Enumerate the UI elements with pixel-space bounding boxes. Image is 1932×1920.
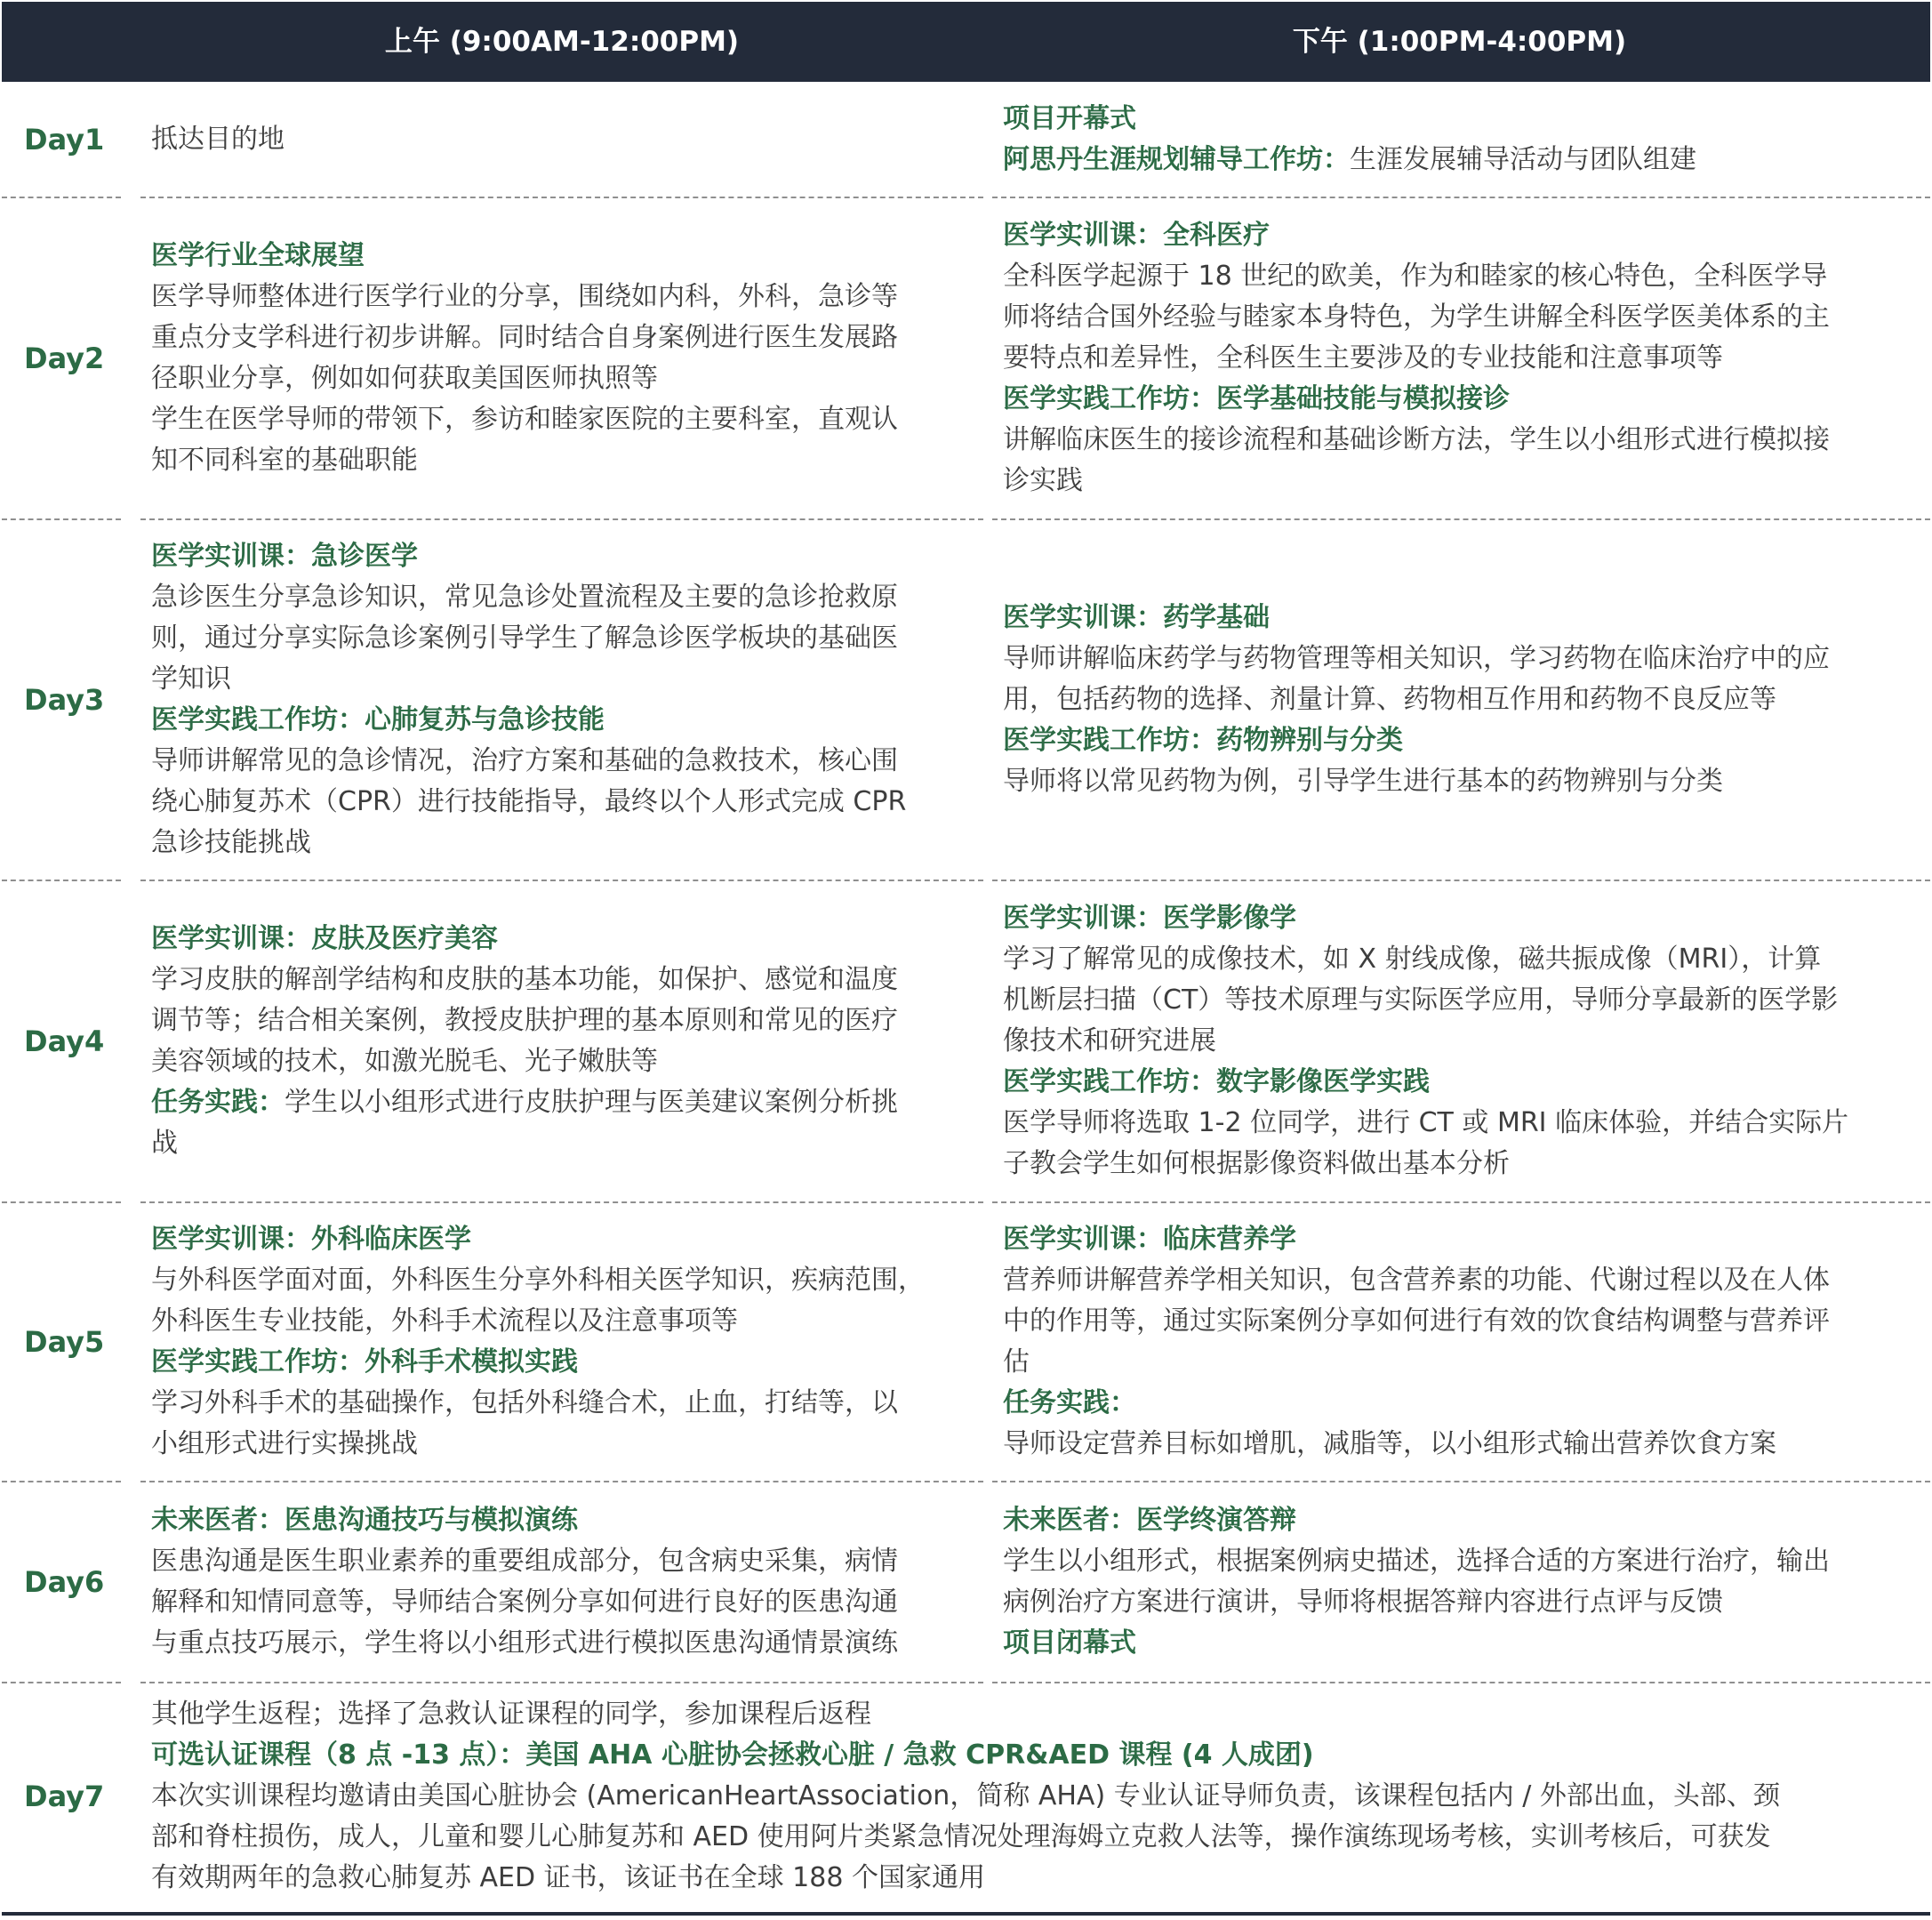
day-label: Day5 (24, 1325, 105, 1359)
section-text: 导师讲解常见的急诊情况，治疗方案和基础的急救技术，核心围 (151, 745, 898, 776)
section-text: 中的作用等，通过实际案例分享如何进行有效的饮食结构调整与营养评 (1003, 1305, 1830, 1337)
section-text: 小组形式进行实操挑战 (151, 1428, 418, 1459)
section-text: 外科医生专业技能，外科手术流程以及注意事项等 (151, 1305, 738, 1337)
afternoon-line (1003, 1103, 1919, 1144)
section-text: 学生以小组形式，根据案例病史描述，选择合适的方案进行治疗，输出 (1003, 1546, 1830, 1577)
full-day-line (151, 1817, 1920, 1858)
section-title: 医学实训课：急诊医学 (151, 541, 418, 572)
afternoon-line (1003, 379, 1919, 420)
afternoon-line (1003, 720, 1919, 761)
afternoon-line (1003, 898, 1919, 939)
morning-cell (151, 1202, 978, 1482)
table-row (0, 82, 1932, 197)
morning-line (151, 1301, 978, 1342)
morning-line (151, 536, 978, 577)
afternoon-line (1003, 1021, 1919, 1062)
morning-line (151, 1623, 978, 1664)
section-title: 医学实践工作坊：数字影像医学实践 (1003, 1066, 1430, 1097)
section-text: 有效期两年的急救心肺复苏 AED 证书，该证书在全球 188 个国家通用 (151, 1862, 985, 1893)
section-text: 学习了解常见的成像技术，如 X 射线成像，磁共振成像（MRI），计算 (1003, 944, 1822, 975)
afternoon-line (1003, 1541, 1919, 1582)
full-day-line (151, 1735, 1920, 1776)
section-title: 医学实践工作坊：外科手术模拟实践 (151, 1346, 578, 1378)
section-text: 医学导师将选取 1-2 位同学，进行 CT 或 MRI 临床体验，并结合实际片 (1003, 1107, 1849, 1138)
table-row (0, 1202, 1932, 1482)
section-text: 导师将以常见药物为例，引导学生进行基本的药物辨别与分类 (1003, 766, 1723, 797)
morning-line (151, 823, 978, 864)
morning-cell (151, 82, 978, 197)
morning-line (151, 577, 978, 618)
afternoon-line (1003, 639, 1919, 679)
table-bottom-border (2, 1912, 1930, 1916)
section-text: 导师讲解临床药学与药物管理等相关知识，学习药物在临床治疗中的应 (1003, 643, 1830, 674)
afternoon-cell (1003, 880, 1919, 1202)
section-title: 任务实践： (1003, 1387, 1136, 1418)
section-text: 学生以小组形式进行皮肤护理与医美建议案例分析挑 (285, 1087, 898, 1118)
afternoon-line (1003, 1062, 1919, 1103)
section-text: 全科医学起源于 18 世纪的欧美，作为和睦家的核心特色，全科医学导 (1003, 261, 1828, 292)
morning-line (151, 277, 978, 317)
section-text: 导师设定营养目标如增肌，减脂等，以小组形式输出营养饮食方案 (1003, 1428, 1776, 1459)
section-title: 医学实训课：外科临床医学 (151, 1224, 471, 1255)
full-day-cell (151, 1683, 1920, 1910)
morning-line (151, 358, 978, 399)
section-title: 医学实践工作坊：药物辨别与分类 (1003, 725, 1403, 756)
morning-line (151, 700, 978, 741)
full-day-line (151, 1694, 1920, 1735)
afternoon-line (1003, 1219, 1919, 1260)
afternoon-line (1003, 99, 1919, 140)
afternoon-line (1003, 598, 1919, 639)
section-title: 医学实训课：医学影像学 (1003, 903, 1296, 934)
section-text: 学习外科手术的基础操作，包括外科缝合术，止血，打结等，以 (151, 1387, 898, 1418)
section-text: 讲解临床医生的接诊流程和基础诊断方法，学生以小组形式进行模拟接 (1003, 424, 1830, 455)
section-text: 病例治疗方案进行演讲，导师将根据答辩内容进行点评与反馈 (1003, 1587, 1723, 1618)
morning-line (151, 1582, 978, 1623)
section-text: 绕心肺复苏术（CPR）进行技能指导，最终以个人形式完成 CPR (151, 786, 907, 817)
section-text: 本次实训课程均邀请由美国心脏协会 (AmericanHeartAssociation，简称 AHA) 专业认证导师负责，该课程包括内 / 外部出血，头部、颈 (151, 1780, 1780, 1812)
morning-line (151, 1424, 978, 1465)
afternoon-line (1003, 1260, 1919, 1301)
section-text: 调节等；结合相关案例，教授皮肤护理的基本原则和常见的医疗 (151, 1005, 898, 1036)
afternoon-cell (1003, 1482, 1919, 1683)
section-title: 未来医者：医患沟通技巧与模拟演练 (151, 1505, 578, 1536)
afternoon-cell (1003, 197, 1919, 519)
section-text: 战 (151, 1128, 178, 1159)
section-title: 阿思丹生涯规划辅导工作坊： (1003, 144, 1350, 175)
full-day-line (151, 1858, 1920, 1899)
section-text: 解释和知情同意等，导师结合案例分享如何进行良好的医患沟通 (151, 1587, 898, 1618)
afternoon-line (1003, 1342, 1919, 1383)
section-text: 美容领域的技术，如激光脱毛、光子嫩肤等 (151, 1046, 658, 1077)
afternoon-line (1003, 338, 1919, 379)
section-text: 径职业分享，例如如何获取美国医师执照等 (151, 363, 658, 394)
morning-line (151, 782, 978, 823)
afternoon-line (1003, 1623, 1919, 1664)
afternoon-cell (1003, 82, 1919, 197)
morning-line (151, 317, 978, 358)
header-morning: 上午 (9:00AM-12:00PM) (384, 26, 740, 58)
section-title: 医学实训课：全科医疗 (1003, 220, 1270, 251)
morning-line (151, 919, 978, 960)
table-row (0, 880, 1932, 1202)
section-text: 学知识 (151, 663, 231, 695)
section-title: 任务实践： (151, 1087, 285, 1118)
afternoon-line (1003, 461, 1919, 502)
morning-cell (151, 197, 978, 519)
section-title: 未来医者：医学终演答辩 (1003, 1505, 1296, 1536)
section-text: 医患沟通是医生职业素养的重要组成部分，包含病史采集，病情 (151, 1546, 898, 1577)
afternoon-line (1003, 215, 1919, 256)
section-title: 项目闭幕式 (1003, 1627, 1136, 1659)
afternoon-line (1003, 761, 1919, 802)
afternoon-line (1003, 1424, 1919, 1465)
afternoon-line (1003, 939, 1919, 980)
table-row (0, 1482, 1932, 1683)
section-text: 生涯发展辅导活动与团队组建 (1350, 144, 1696, 175)
morning-line (151, 960, 978, 1000)
afternoon-line (1003, 297, 1919, 338)
table-header (2, 2, 1930, 82)
morning-line (151, 1541, 978, 1582)
section-text: 与外科医学面对面，外科医生分享外科相关医学知识，疾病范围， (151, 1265, 925, 1296)
section-title: 项目开幕式 (1003, 103, 1136, 134)
section-text: 急诊技能挑战 (151, 827, 311, 858)
afternoon-line (1003, 1582, 1919, 1623)
afternoon-line (1003, 140, 1919, 181)
morning-line (151, 1342, 978, 1383)
section-text: 抵达目的地 (151, 124, 285, 155)
morning-line (151, 1500, 978, 1541)
day-label: Day3 (24, 683, 105, 717)
morning-line (151, 399, 978, 440)
day-label: Day6 (24, 1565, 105, 1599)
section-text: 用，包括药物的选择、剂量计算、药物相互作用和药物不良反应等 (1003, 684, 1776, 715)
morning-line (151, 659, 978, 700)
morning-line (151, 1082, 978, 1123)
afternoon-cell (1003, 1202, 1919, 1482)
afternoon-cell (1003, 519, 1919, 880)
section-text: 部和脊柱损伤，成人，儿童和婴儿心肺复苏和 AED 使用阿片类紧急情况处理海姆立克救人法等，操作演练现场考核，实训考核后，可获发 (151, 1821, 1771, 1852)
morning-line (151, 1123, 978, 1164)
section-text: 师将结合国外经验与睦家本身特色，为学生讲解全科医学医美体系的主 (1003, 301, 1830, 333)
section-title: 医学实训课：临床营养学 (1003, 1224, 1296, 1255)
section-text: 医学导师整体进行医学行业的分享，围绕如内科，外科，急诊等 (151, 281, 898, 312)
morning-line (151, 1383, 978, 1424)
day-label: Day7 (24, 1779, 105, 1813)
morning-line (151, 1219, 978, 1260)
morning-cell (151, 880, 978, 1202)
section-title: 医学行业全球展望 (151, 240, 365, 271)
day-label: Day2 (24, 341, 105, 375)
afternoon-line (1003, 1383, 1919, 1424)
afternoon-line (1003, 420, 1919, 461)
afternoon-line (1003, 679, 1919, 720)
morning-line (151, 440, 978, 481)
afternoon-line (1003, 980, 1919, 1021)
section-title: 医学实践工作坊：心肺复苏与急诊技能 (151, 704, 605, 735)
section-text: 营养师讲解营养学相关知识，包含营养素的功能、代谢过程以及在人体 (1003, 1265, 1830, 1296)
table-row (0, 197, 1932, 519)
afternoon-line (1003, 1144, 1919, 1185)
section-text: 估 (1003, 1346, 1030, 1378)
section-title: 医学实训课：药学基础 (1003, 602, 1270, 633)
afternoon-line (1003, 1500, 1919, 1541)
section-text: 知不同科室的基础职能 (151, 445, 418, 476)
section-title: 可选认证课程（8 点 -13 点）：美国 AHA 心脏协会拯救心脏 / 急救 CPR&AED 课程 (4 人成团) (151, 1739, 1314, 1771)
section-text: 则，通过分享实际急诊案例引导学生了解急诊医学板块的基础医 (151, 623, 898, 654)
section-text: 其他学生返程；选择了急救认证课程的同学，参加课程后返程 (151, 1699, 871, 1730)
section-text: 机断层扫描（CT）等技术原理与实际医学应用，导师分享最新的医学影 (1003, 984, 1839, 1016)
section-text: 子教会学生如何根据影像资料做出基本分析 (1003, 1148, 1510, 1179)
morning-line (151, 119, 978, 160)
section-text: 学生在医学导师的带领下，参访和睦家医院的主要科室，直观认 (151, 404, 898, 435)
morning-line (151, 236, 978, 277)
section-text: 诊实践 (1003, 465, 1083, 496)
morning-line (151, 741, 978, 782)
section-text: 要特点和差异性，全科医生主要涉及的专业技能和注意事项等 (1003, 342, 1723, 374)
header-afternoon: 下午 (1:00PM-4:00PM) (1292, 26, 1627, 58)
morning-cell (151, 519, 978, 880)
morning-line (151, 1000, 978, 1041)
morning-line (151, 1260, 978, 1301)
section-text: 与重点技巧展示，学生将以小组形式进行模拟医患沟通情景演练 (151, 1627, 898, 1659)
morning-line (151, 618, 978, 659)
day-label: Day4 (24, 1024, 105, 1058)
section-text: 急诊医生分享急诊知识，常见急诊处置流程及主要的急诊抢救原 (151, 582, 898, 613)
table-row (0, 519, 1932, 880)
table-row (0, 1683, 1932, 1910)
afternoon-line (1003, 1301, 1919, 1342)
section-title: 医学实训课：皮肤及医疗美容 (151, 923, 498, 954)
section-text: 重点分支学科进行初步讲解。同时结合自身案例进行医生发展路 (151, 322, 898, 353)
afternoon-line (1003, 256, 1919, 297)
morning-cell (151, 1482, 978, 1683)
section-title: 医学实践工作坊：医学基础技能与模拟接诊 (1003, 383, 1510, 414)
full-day-line (151, 1776, 1920, 1817)
section-text: 学习皮肤的解剖学结构和皮肤的基本功能，如保护、感觉和温度 (151, 964, 898, 995)
morning-line (151, 1041, 978, 1082)
section-text: 像技术和研究进展 (1003, 1025, 1216, 1056)
day-label: Day1 (24, 123, 105, 157)
